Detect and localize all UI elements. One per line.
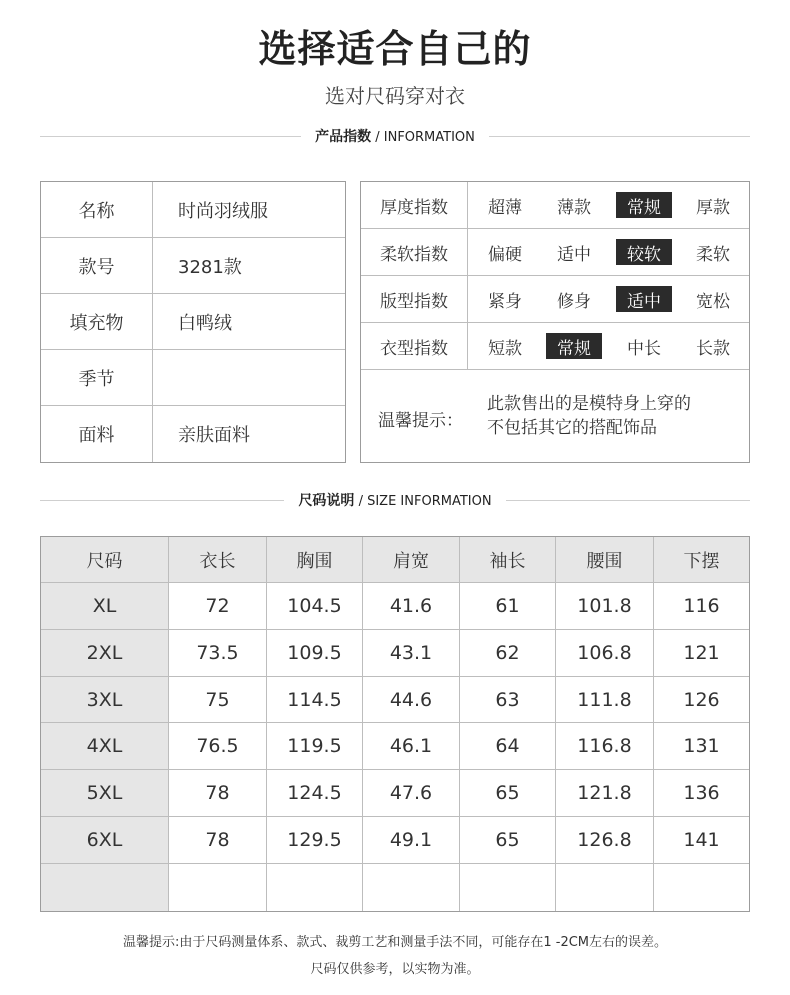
size-label-cell: 6XL xyxy=(41,817,169,864)
size-table-cell: 72 xyxy=(169,583,267,630)
index-option-selected: 常规 xyxy=(546,333,602,359)
size-label-cell xyxy=(41,864,169,911)
tip-line: 此款售出的是模特身上穿的 xyxy=(487,394,691,414)
product-info-table xyxy=(40,181,346,463)
index-row xyxy=(361,323,749,370)
size-table-cell xyxy=(556,864,654,911)
size-table-header-cell: 下摆 xyxy=(654,537,749,583)
index-row xyxy=(361,276,749,323)
size-table-cell: 101.8 xyxy=(556,583,654,630)
size-table-cell: 78 xyxy=(169,770,267,817)
size-table-cell: 116 xyxy=(654,583,749,630)
index-option: 适中 xyxy=(557,244,591,265)
index-option: 紧身 xyxy=(488,291,522,312)
size-table-cell xyxy=(169,864,267,911)
size-section-label xyxy=(284,490,505,510)
size-label-cell: 2XL xyxy=(41,630,169,677)
info-row xyxy=(41,238,345,294)
info-row xyxy=(41,350,345,406)
index-option: 薄款 xyxy=(557,197,591,218)
size-section-header xyxy=(40,490,750,510)
index-key: 柔软指数 xyxy=(361,229,468,275)
size-table-cell: 129.5 xyxy=(267,817,363,864)
size-table xyxy=(40,536,750,912)
size-table-cell: 65 xyxy=(460,817,556,864)
size-table-cell: 44.6 xyxy=(363,677,460,723)
size-table-cell: 78 xyxy=(169,817,267,864)
index-key: 衣型指数 xyxy=(361,323,468,369)
info-value: 亲肤面料 xyxy=(178,425,250,446)
index-option: 修身 xyxy=(557,291,591,312)
tip-label: 温馨提示： xyxy=(378,411,463,431)
size-table-cell: 63 xyxy=(460,677,556,723)
size-table-header-cell: 衣长 xyxy=(169,537,267,583)
size-label-cell: 4XL xyxy=(41,723,169,770)
size-table-cell: 109.5 xyxy=(267,630,363,677)
size-table-cell: 141 xyxy=(654,817,749,864)
index-option: 柔软 xyxy=(696,244,730,265)
page-title: 选择适合自己的 xyxy=(258,27,532,71)
size-table-cell: 49.1 xyxy=(363,817,460,864)
divider-line xyxy=(40,500,284,501)
info-row xyxy=(41,182,345,238)
divider-line xyxy=(489,136,750,137)
index-key: 版型指数 xyxy=(361,276,468,322)
index-option: 长款 xyxy=(696,338,730,359)
size-table-header-cell: 袖长 xyxy=(460,537,556,583)
size-table-cell: 116.8 xyxy=(556,723,654,770)
size-table-cell: 65 xyxy=(460,770,556,817)
index-option-selected: 适中 xyxy=(616,286,672,312)
info-value: 白鸭绒 xyxy=(178,312,232,334)
section-title-en: / INFORMATION xyxy=(371,130,475,145)
size-table-header-cell: 胸围 xyxy=(267,537,363,583)
size-table-cell: 43.1 xyxy=(363,630,460,677)
info-value: 3281款 xyxy=(178,256,242,278)
index-option: 厚款 xyxy=(696,197,730,218)
size-table-cell xyxy=(654,864,749,911)
size-label-cell: 5XL xyxy=(41,770,169,817)
index-option: 宽松 xyxy=(696,291,730,312)
tip-box xyxy=(361,370,749,462)
size-table-cell: 46.1 xyxy=(363,723,460,770)
section-title-cn: 产品指数 xyxy=(315,129,372,145)
size-table-cell: 61 xyxy=(460,583,556,630)
info-value xyxy=(153,350,345,405)
info-value: 时尚羽绒服 xyxy=(178,200,268,222)
tip-line: 不包括其它的搭配饰品 xyxy=(487,418,657,438)
divider-line xyxy=(506,500,750,501)
info-row xyxy=(41,406,345,462)
size-label-cell: XL xyxy=(41,583,169,630)
info-key: 填充物 xyxy=(41,294,153,349)
size-table-cell: 64 xyxy=(460,723,556,770)
section-title-en: / SIZE INFORMATION xyxy=(354,494,492,509)
info-key: 面料 xyxy=(41,406,153,462)
size-table-header-cell: 肩宽 xyxy=(363,537,460,583)
info-key: 名称 xyxy=(41,182,153,237)
size-table-cell: 126.8 xyxy=(556,817,654,864)
divider-line xyxy=(40,136,301,137)
index-option-selected: 常规 xyxy=(616,192,672,218)
size-table-cell: 131 xyxy=(654,723,749,770)
size-table-cell xyxy=(267,864,363,911)
product-index-table xyxy=(360,181,750,463)
section-title-cn: 尺码说明 xyxy=(298,493,355,509)
size-table-cell: 121 xyxy=(654,630,749,677)
size-note-reference: 尺码仅供参考，以实物为准。 xyxy=(310,962,480,977)
size-table-cell: 114.5 xyxy=(267,677,363,723)
product-section-header xyxy=(40,126,750,146)
size-table-cell: 47.6 xyxy=(363,770,460,817)
index-option: 超薄 xyxy=(488,197,522,218)
size-table-header-cell: 腰围 xyxy=(556,537,654,583)
index-row xyxy=(361,182,749,229)
index-option-selected: 较软 xyxy=(616,239,672,265)
index-option: 中长 xyxy=(627,338,661,359)
size-table-cell: 62 xyxy=(460,630,556,677)
size-table-cell xyxy=(460,864,556,911)
size-table-cell: 73.5 xyxy=(169,630,267,677)
size-table-cell: 119.5 xyxy=(267,723,363,770)
size-table-cell: 136 xyxy=(654,770,749,817)
tip-text xyxy=(487,392,691,440)
size-table-cell: 76.5 xyxy=(169,723,267,770)
size-label-cell: 3XL xyxy=(41,677,169,723)
info-key: 季节 xyxy=(41,350,153,405)
size-table-cell: 106.8 xyxy=(556,630,654,677)
size-table-cell: 121.8 xyxy=(556,770,654,817)
info-row xyxy=(41,294,345,350)
size-table-cell: 41.6 xyxy=(363,583,460,630)
product-section-label xyxy=(301,126,489,146)
size-table-cell: 111.8 xyxy=(556,677,654,723)
size-note: 温馨提示:由于尺码测量体系、款式、裁剪工艺和测量手法不同，可能存在1 -2CM左右的误差。 xyxy=(122,935,668,950)
page-subtitle: 选对尺码穿对衣 xyxy=(325,84,465,108)
index-row xyxy=(361,229,749,276)
index-option: 短款 xyxy=(488,338,522,359)
info-key: 款号 xyxy=(41,238,153,293)
size-table-cell: 104.5 xyxy=(267,583,363,630)
index-key: 厚度指数 xyxy=(361,182,468,228)
size-table-header-cell: 尺码 xyxy=(41,537,169,583)
index-option: 偏硬 xyxy=(488,244,522,265)
size-table-cell: 126 xyxy=(654,677,749,723)
size-table-cell: 75 xyxy=(169,677,267,723)
size-table-cell xyxy=(363,864,460,911)
size-table-cell: 124.5 xyxy=(267,770,363,817)
